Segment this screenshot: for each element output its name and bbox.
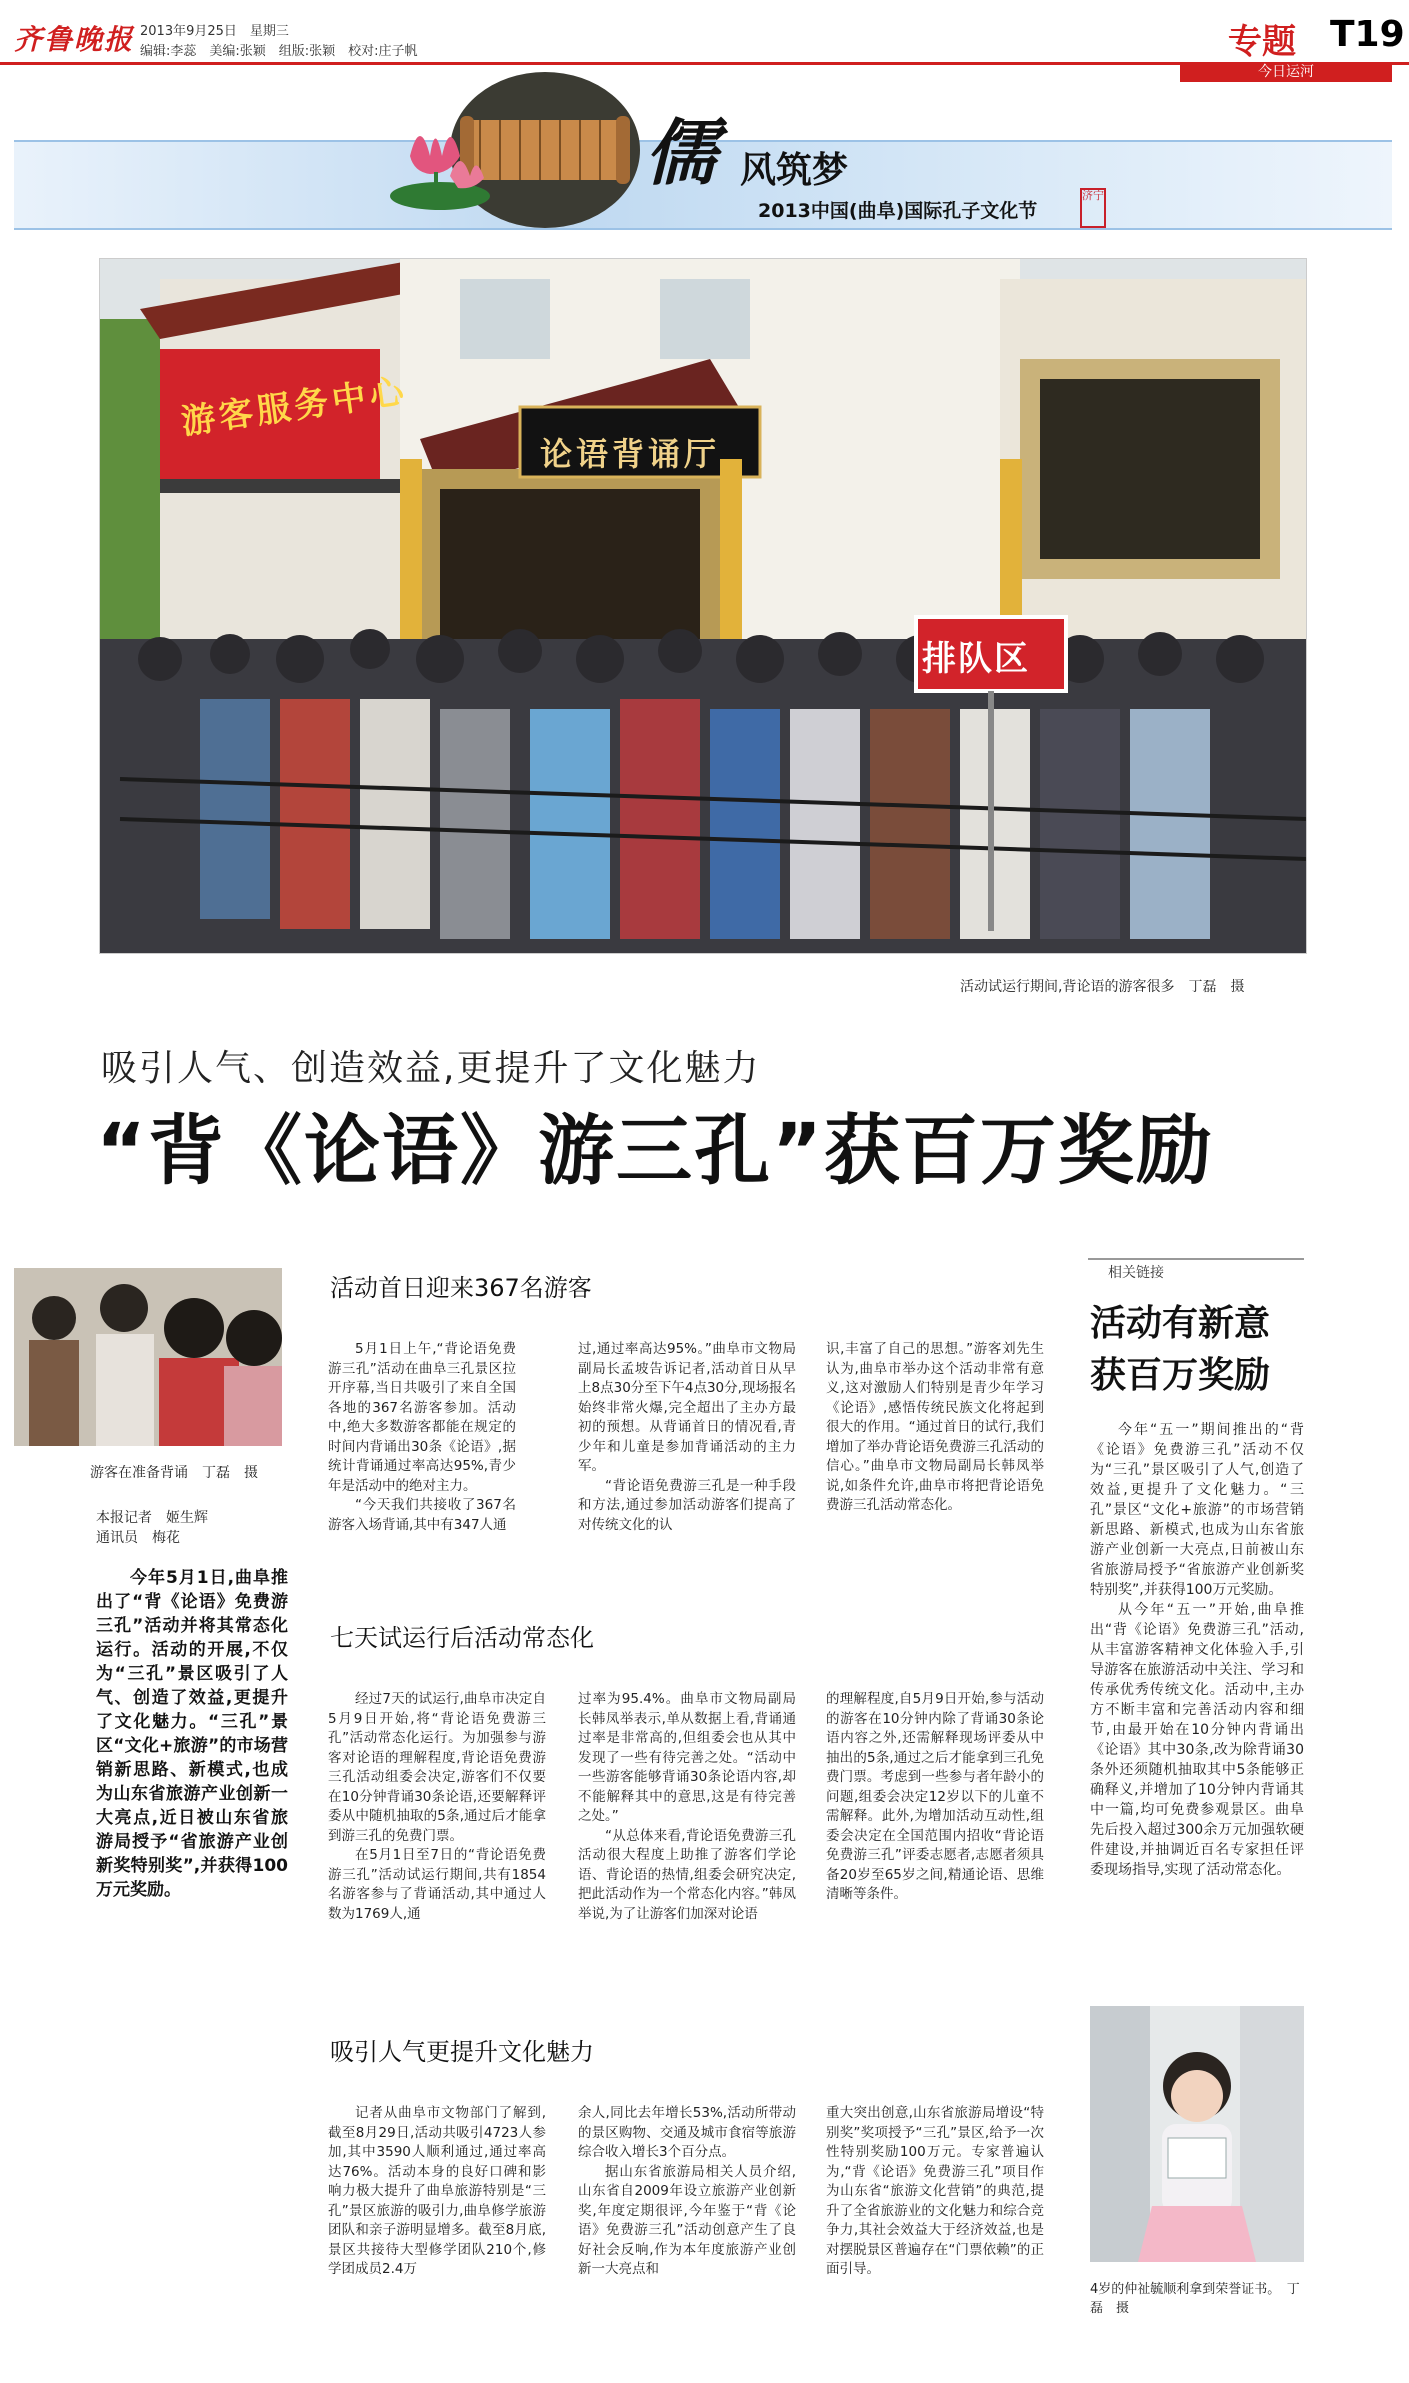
sidebar-body [1090,1420,1304,1880]
queue-scene-illustration [100,259,1306,953]
byline-reporter: 本报记者 姬生辉 [96,1510,208,1526]
sidebar-title-line1: 活动有新意 [1090,1303,1271,1344]
sidebar-title [1090,1298,1270,1402]
section2-col2 [578,1690,796,1924]
paragraph: 经过7天的试运行,曲阜市决定自5月9日开始,将“背论语免费游三孔”活动常态化运行。为加强参与游客对论语的理解程度,背论语免费游三孔活动组委会决定,游客们不仅要在10分钟背诵30条论语,还要解释评委从中随机抽取的5条,通过后才能拿到游三孔的免费门票。 [328,1691,546,1844]
newspaper-logo: 齐鲁晚报 [14,23,135,56]
festival-name: 2013中国(曲阜)国际孔子文化节 [758,200,1038,222]
main-photo [99,258,1307,954]
byline-correspondent: 通讯员 梅花 [96,1530,180,1546]
sidebar-title-line2: 获百万奖励 [1090,1355,1271,1396]
section1-col1 [328,1340,516,1535]
headline-title: “背《论语》游三孔”获百万奖励 [96,1106,1214,1195]
section3-col2 [578,2104,796,2280]
girl-photo-caption: 4岁的仲祉毓顺利拿到荣誉证书。 丁磊 摄 [1090,2282,1300,2316]
section-heading-3: 吸引人气更提升文化魅力 [330,2038,594,2066]
section-heading-1: 活动首日迎来367名游客 [330,1274,592,1302]
paragraph: 在5月1日至7日的“背论语免费游三孔”活动试运行期间,共有1854名游客参与了背诵活动,其中通过人数为1769人,通 [328,1847,546,1922]
queue-area-sign: 排队区 [922,639,1030,679]
paragraph: 5月1日上午,“背论语免费游三孔”活动在曲阜三孔景区拉开序幕,当日共吸引了来自全国各地的367名游客参加。活动中,绝大多数游客都能在规定的时间内背诵出30条《论语》,据统计背诵通过率高达95%,青少年是活动中的绝对主力。 [328,1341,516,1494]
banner-subtitle: 风筑梦 [740,150,849,191]
small-photo [14,1268,282,1446]
paragraph: 从今年“五一”开始,曲阜推出“背《论语》免费游三孔”活动,从丰富游客精神文化体验入手,引导游客在旅游活动中关注、学习和传承优秀传统文化。活动中,主办方不断丰富和完善活动内容和细节,由最开始在10分钟内背诵出《论语》其中30条,改为除背诵30条外还须随机抽取其中5条能够正确释义,并增加了10分钟内背诵其中一篇,均可免费参观景区。曲阜先后投入超过300余万元加强软硬件建设,并抽调近百名专家担任评委现场指导,实现了活动常态化。 [1090,1602,1304,1878]
service-center-sign: 游客服务中心 [178,371,411,443]
main-photo-caption: 活动试运行期间,背论语的游客很多 丁磊 摄 [960,979,1245,995]
section-heading-2: 七天试运行后活动常态化 [330,1624,594,1652]
section-name: 专题 [1228,22,1296,62]
paragraph: 余人,同比去年增长53%,活动所带动的景区购物、交通及城市食宿等旅游综合收入增长3个百分点。 [578,2105,796,2160]
banner-big-char: 儒 [645,110,718,195]
paragraph: 记者从曲阜市文物部门了解到,截至8月29日,活动共吸引4723人参加,其中3590人顺利通过,通过率高达76%。活动本身的良好口碑和影响力极大提升了曲阜旅游特别是“三孔”景区旅游的吸引力,曲阜修学旅游团队和亲子游明显增多。截至8月底,景区共接待大型修学团队210个,修学团成员2.4万 [328,2105,546,2277]
date-line: 2013年9月25日 星期三 [140,24,289,39]
byline [96,1508,208,1548]
today-label: 今日运河 [1258,64,1314,80]
recitation-hall-sign: 论语背诵厅 [540,435,721,473]
paragraph: 今年“五一”期间推出的“背《论语》免费游三孔”活动不仅为“三孔”景区吸引了人气,创造了效益,更提升了文化魅力。“三孔”景区“文化+旅游”的市场营销新思路、新模式,也成为山东省旅游产业创新一大亮点,日前被山东省旅游局授予“省旅游产业创新奖特别奖”,并获得100万元奖励。 [1090,1422,1304,1598]
section1-col2 [578,1340,796,1535]
small-photo-caption: 游客在准备背诵 丁磊 摄 [90,1465,258,1481]
visitors-illustration [14,1268,282,1446]
headline-kicker: 吸引人气、创造效益,更提升了文化魅力 [101,1048,761,1089]
paragraph: 的理解程度,自5月9日开始,参与活动的游客在10分钟内除了背诵30条论语内容之外,还需解释现场评委从中抽出的5条,通过之后才能拿到三孔免费门票。考虑到一些参与者年龄小的问题,组委会决定12岁以下的儿童不需解释。此外,为增加活动互动性,组委会决定在全国范围内招收“背论语免费游三孔”评委志愿者,志愿者须具备20岁至65岁之间,精通论语、思维清晰等条件。 [826,1691,1044,1902]
staff-line: 编辑:李蕊 美编:张颖 组版:张颖 校对:庄子帆 [140,44,418,59]
section2-col3 [826,1690,1044,1905]
page-number: T19 [1330,14,1405,55]
section2-col1 [328,1690,546,1924]
lead-paragraph: 今年5月1日,曲阜推出了“背《论语》免费游三孔”活动并将其常态化运行。活动的开展,不仅为“三孔”景区吸引了人气、创造了效益,更提升了文化魅力。“三孔”景区“文化+旅游”的市场营销新思路、新模式,也成为山东省旅游产业创新一大亮点,近日被山东省旅游局授予“省旅游产业创新奖特别奖”,并获得100万元奖励。 [96,1568,288,1900]
paragraph: “背论语免费游三孔是一种手段和方法,通过参加活动游客们提高了对传统文化的认 [578,1477,796,1533]
sidebar-label: 相关链接 [1108,1265,1164,1281]
girl-photo [1090,2006,1304,2262]
paragraph: 过率为95.4%。曲阜市文物局副局长韩凤举表示,单从数据上看,背诵通过率是非常高的,但组委会也从其中发现了一些有待完善之处。“活动中一些游客能够背诵30条论语内容,却不能解释其中的意思,这是有待完善之处。” [578,1691,796,1824]
section1-col3 [826,1340,1044,1516]
paragraph: 重大突出创意,山东省旅游局增设“特别奖”奖项授予“三孔”景区,给予一次性特别奖励100万元。专家普遍认为,“背《论语》免费游三孔”项目作为山东省“旅游文化营销”的典范,提升了全省旅游业的文化魅力和综合竞争力,其社会效益大于经济效益,也是对摆脱景区普遍存在“门票依赖”的正面引导。 [826,2105,1044,2277]
paragraph: “从总体来看,背论语免费游三孔活动很大程度上助推了游客们学论语、背论语的热情,组委会研究决定,把此活动作为一个常态化内容。”韩凤举说,为了让游客们加深对论语 [578,1827,796,1922]
paragraph: 识,丰富了自己的思想。”游客刘先生认为,曲阜市举办这个活动非常有意义,这对激励人们特别是青少年学习《论语》,感悟传统民族文化将起到很大的作用。“通过首日的试行,我们增加了举办背论语免费游三孔活动的信心。”曲阜市文物局副局长韩凤举说,如条件允许,曲阜市将把背论语免费游三孔活动常态化。 [826,1341,1044,1513]
paragraph: 据山东省旅游局相关人员介绍,山东省自2009年设立旅游产业创新奖,年度定期很评,今年鉴于“背《论语》免费游三孔”活动创意产生了良好社会反响,作为本年度旅游产业创新一大亮点和 [578,2163,796,2277]
paragraph: “今天我们共接收了367名游客入场背诵,其中有347人通 [328,1497,516,1533]
paragraph: 过,通过率高达95%。”曲阜市文物局副局长孟坡告诉记者,活动首日从早上8点30分至下午4点30分,现场报名始终非常火爆,完全超出了主办方最初的预想。从背诵首日的情况看,青少年和儿童是参加背诵活动的主力军。 [578,1341,796,1474]
section3-col1 [328,2104,546,2280]
girl-certificate-illustration [1090,2006,1304,2262]
lotus-icon [380,96,500,216]
section3-col3 [826,2104,1044,2280]
seal-stamp: 济宁 [1080,188,1106,228]
